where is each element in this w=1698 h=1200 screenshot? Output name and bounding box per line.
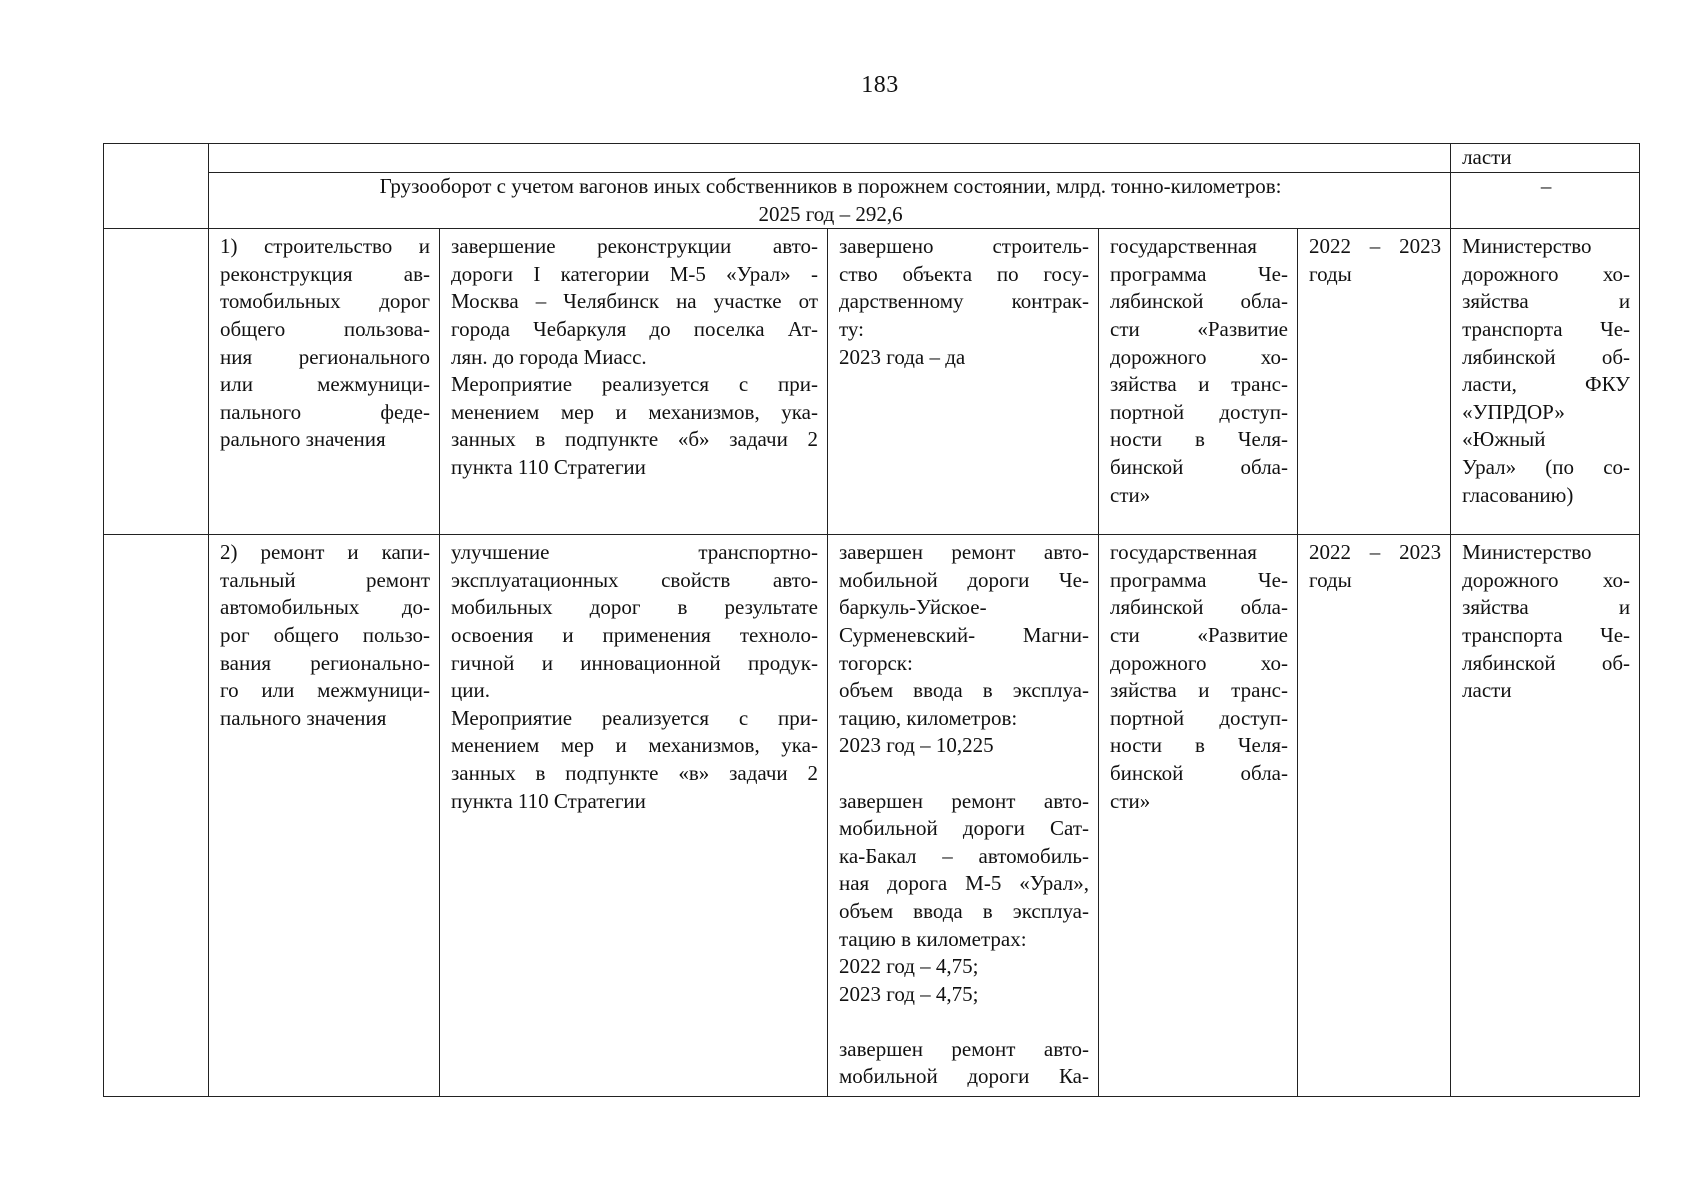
text-line: ности в Челя- [1110, 733, 1288, 758]
text-line: гласованию) [1462, 482, 1574, 507]
text-line: зяйства и транс- [1110, 372, 1288, 397]
empty-cell [209, 144, 1451, 173]
empty-cell [104, 229, 209, 535]
text-line: завершен ремонт авто- [839, 540, 1089, 565]
text-line: объем ввода в эксплуа- [839, 898, 1089, 923]
text-line: пального феде- [220, 399, 430, 424]
text-line: мобильной дороги Ка- [839, 1064, 1089, 1089]
description-cell [440, 229, 828, 535]
text-line: 2023 года – да [839, 344, 966, 369]
text-line: реконструкция ав- [220, 261, 430, 286]
text-line: дорожного хо- [1110, 344, 1288, 369]
table-row [104, 535, 1640, 1097]
text-line: 1) строительство и [220, 234, 430, 259]
activity-cell [209, 229, 440, 535]
text-line: пального значения [220, 705, 387, 730]
text-line: программа Че- [1110, 261, 1288, 286]
text-line: Министерство [1462, 540, 1592, 565]
text-line: автомобильных до- [220, 595, 430, 620]
text-line: тогорск: [839, 650, 913, 675]
text-line: «Южный [1462, 427, 1546, 452]
text-line: 2023 год – 4,75; [839, 981, 979, 1006]
text-line: «УПРДОР» [1462, 399, 1565, 424]
text-line: ции. [451, 678, 490, 703]
text-line: мобильной дороги Сат- [839, 816, 1089, 841]
text-line: 2022 год – 4,75; [839, 954, 979, 979]
text-line: зяйства и транс- [1110, 678, 1288, 703]
text-line: 2023 год – 10,225 [839, 733, 994, 758]
period-cell [1298, 229, 1451, 535]
text-line: транспорта Че- [1462, 622, 1631, 647]
text-line: менением мер и механизмов, ука- [451, 733, 818, 758]
text-line: томобильных дорог [220, 289, 430, 314]
text-line: дорожного хо- [1110, 650, 1288, 675]
measures-table [103, 143, 1640, 1097]
text-line: завершено строитель- [839, 234, 1089, 259]
table-row-header-continuation [104, 144, 1640, 173]
text-line: ная дорога М-5 «Урал», [839, 871, 1089, 896]
result-cell [828, 229, 1099, 535]
text-line: портной доступ- [1110, 399, 1288, 424]
text-line: или межмуници- [220, 372, 430, 397]
text-line: лябинской обла- [1110, 289, 1288, 314]
text-line: транспорта Че- [1462, 316, 1631, 341]
text-line: эксплуатационных свойств авто- [451, 567, 818, 592]
text-line: пункта 110 Стратегии [451, 788, 646, 813]
text-line: годы [1309, 261, 1352, 286]
text-line: бинской обла- [1110, 760, 1288, 785]
text-line: завершен ремонт авто- [839, 788, 1089, 813]
text-line: ство объекта по госу- [839, 261, 1089, 286]
text-line: ка-Бакал – автомобиль- [839, 843, 1089, 868]
text-line: общего пользова- [220, 316, 430, 341]
text-line: го или межмуници- [220, 678, 430, 703]
text-line: лян. до города Миасс. [451, 344, 647, 369]
text-line: освоения и применения техноло- [451, 622, 818, 647]
text-line: сти «Развитие [1110, 316, 1288, 341]
text-line: 2) ремонт и капи- [220, 540, 430, 565]
period-cell [1298, 535, 1451, 1097]
text-line: менением мер и механизмов, ука- [451, 399, 818, 424]
text-line: Мероприятие реализуется с при- [451, 705, 818, 730]
text-line: улучшение транспортно- [451, 540, 818, 565]
activity-cell [209, 535, 440, 1097]
text-line: дорожного хо- [1462, 261, 1631, 286]
text-line: гичной и инновационной продук- [451, 650, 818, 675]
text-line: завершение реконструкции авто- [451, 234, 818, 259]
text-line: зяйства и [1462, 289, 1631, 314]
text-line: занных в подпункте «б» задачи 2 [451, 427, 818, 452]
text-line: тацию в километрах: [839, 926, 1027, 951]
text-line: сти «Развитие [1110, 622, 1288, 647]
text-line: лябинской об- [1462, 344, 1631, 369]
text-line: дороги I категории М-5 «Урал» - [451, 261, 818, 286]
text-line: бинской обла- [1110, 454, 1288, 479]
text-line: ту: [839, 316, 864, 341]
responsible-continuation: ласти [1451, 144, 1640, 173]
text-line: завершен ремонт авто- [839, 1036, 1089, 1061]
text-line: дорожного хо- [1462, 567, 1631, 592]
indicator-text: Грузооборот с учетом вагонов иных собственников в порожнем состоянии, млрд. тонно-километров: [379, 174, 1282, 198]
spacer [839, 1008, 1089, 1036]
table-row [104, 229, 1640, 535]
text-line: сти» [1110, 482, 1151, 507]
text-line: портной доступ- [1110, 705, 1288, 730]
text-line: ния регионального [220, 344, 430, 369]
text-line: лябинской об- [1462, 650, 1631, 675]
text-line: Урал» (по со- [1462, 454, 1631, 479]
text-line: мобильной дороги Че- [839, 567, 1089, 592]
result-cell [828, 535, 1099, 1097]
indicator-row [104, 173, 1640, 229]
responsible-cell [1451, 229, 1640, 535]
text-line: ласти [1462, 678, 1512, 703]
text-line: программа Че- [1110, 567, 1288, 592]
text-line: лябинской обла- [1110, 595, 1288, 620]
indicator-dash: – [1451, 173, 1640, 229]
text-line: государственная [1110, 234, 1257, 259]
text-line: зяйства и [1462, 595, 1631, 620]
indicator-cell [209, 173, 1451, 229]
text-line: Сурменевский- Магни- [839, 622, 1089, 647]
text-line: годы [1309, 567, 1352, 592]
text-line: тацию, километров: [839, 705, 1018, 730]
text-line: мобильных дорог в результате [451, 595, 818, 620]
text-line: дарственному контрак- [839, 289, 1089, 314]
text-line: Мероприятие реализуется с при- [451, 372, 818, 397]
page-number: 183 [861, 72, 899, 98]
text-line: 2022 – 2023 [1309, 540, 1442, 565]
text-line: пункта 110 Стратегии [451, 454, 646, 479]
responsible-cell [1451, 535, 1640, 1097]
text-line: баркуль-Уйское- [839, 595, 987, 620]
text-line: ласти, ФКУ [1462, 372, 1631, 397]
text-line: 2022 – 2023 [1309, 234, 1442, 259]
empty-cell [104, 535, 209, 1097]
text-line: рог общего пользо- [220, 622, 430, 647]
program-cell [1099, 229, 1298, 535]
description-cell [440, 535, 828, 1097]
text-line: сти» [1110, 788, 1151, 813]
text-line: государственная [1110, 540, 1257, 565]
text-line: города Чебаркуля до поселка Ат- [451, 316, 818, 341]
text-line: ности в Челя- [1110, 427, 1288, 452]
text-line: Министерство [1462, 234, 1592, 259]
text-line: занных в подпункте «в» задачи 2 [451, 760, 818, 785]
program-cell [1099, 535, 1298, 1097]
empty-cell [104, 144, 209, 229]
spacer [839, 760, 1089, 788]
indicator-value: 2025 год – 292,6 [758, 201, 903, 226]
text-line: Москва – Челябинск на участке от [451, 289, 818, 314]
text-line: вания регионально- [220, 650, 430, 675]
text-line: объем ввода в эксплуа- [839, 678, 1089, 703]
text-line: тальный ремонт [220, 567, 430, 592]
text-line: рального значения [220, 427, 386, 452]
